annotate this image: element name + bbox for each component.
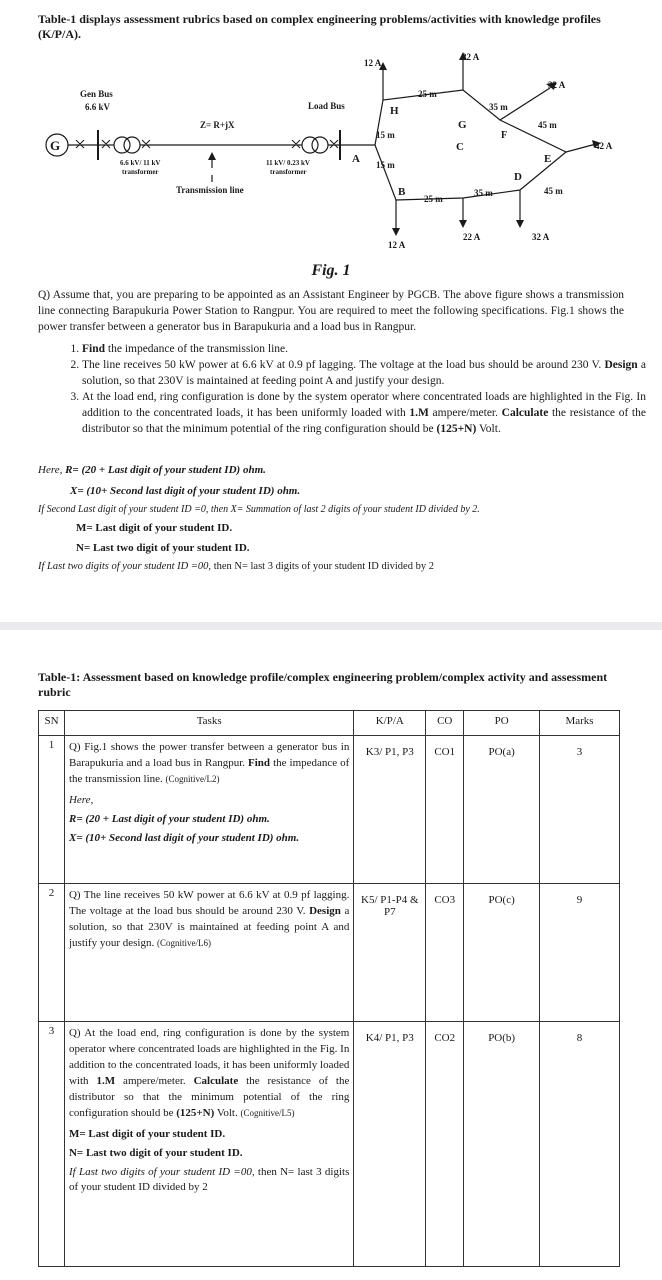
node-c-label: C <box>456 141 464 153</box>
length-ed: 45 m <box>544 186 563 196</box>
question-list <box>60 341 646 437</box>
document-title: Table-1 displays assessment rubrics based on complex engineering problems/activities with knowledge profiles (K/P/A). <box>38 12 601 41</box>
note-x: X= (10+ Second last digit of your student ID) ohm. <box>70 485 301 497</box>
question-1: 1. Find the impedance of the transmission line. <box>82 341 646 357</box>
table-header-row <box>39 711 620 736</box>
load-c-value: 22 A <box>463 232 481 242</box>
tx2-label: 11 kV/ 0.23 kV <box>266 159 310 167</box>
generator-label: G <box>50 138 61 153</box>
tx1-sub-label: transformer <box>122 168 159 176</box>
note-if-x: If Second Last digit of your student ID =0, then X= Summation of last 2 digits of your student ID divided by 2. <box>38 504 480 515</box>
note-n: N= Last two digit of your student ID. <box>76 542 250 554</box>
load-e-value: 42 A <box>595 141 613 151</box>
gen-voltage-label: 6.6 kV <box>85 102 111 112</box>
page-separator <box>0 622 662 630</box>
load-g-value: 22 A <box>462 52 480 62</box>
header-co: CO <box>426 711 464 736</box>
figure-caption: Fig. 1 <box>311 262 351 279</box>
impedance-label: Z= R+jX <box>200 120 235 130</box>
length-ab: 15 m <box>376 160 395 170</box>
load-d-value: 32 A <box>532 232 550 242</box>
table-row: 3 Q) At the load end, ring configuration is done by the system operator where concentrated loads are highlighted in the Fig. In addition to the concentrated loads, it has been uniformly loaded with 1.M ampere/meter. Calculate the resistance of the distributor so that the minimum potential of the ring configuration should be (125+N) Volt. (Cognitive/L5) M= Last digit of your student ID. N= Last two digit of your student ID. If Last two digits of your student ID =00, then N= last 3 digits of your student ID divided by 2 K4/ P1, P3 CO2 PO(b) 8 <box>39 1022 620 1267</box>
transmission-line-label: Transmission line <box>176 185 244 195</box>
load-f-value: 32 A <box>548 80 566 90</box>
length-gf: 35 m <box>489 102 508 112</box>
node-h-label: H <box>390 105 399 117</box>
task-cell: Q) At the load end, ring configuration is done by the system operator where concentrated loads are highlighted in the Fig. In addition to the concentrated loads, it has been uniformly loaded with 1.M ampere/meter. Calculate the resistance of the distributor so that the minimum potential of the ring configuration should be (125+N) Volt. (Cognitive/L5) M= Last digit of your student ID. N= Last two digit of your student ID. If Last two digits of your student ID =00, then N= last 3 digits of your student ID divided by 2 <box>64 1022 353 1267</box>
intro-paragraph: Q) Assume that, you are preparing to be appointed as an Assistant Engineer by PGCB. The above figure shows a transmission line connecting Barapukuria Power Station to Rangpur. You are required to meet the following specifications. Fig.1 shows the power transfer between a generator bus in Barapukuria and a load bus in Rangpur. <box>38 289 624 333</box>
task-cell: Q) Fig.1 shows the power transfer between a generator bus in Barapukuria and a load bus in Rangpur. Find the impedance of the transmission line. (Cognitive/L2) Here, R= (20 + Last digit of your student ID) ohm. X= (10+ Second last digit of your student ID) ohm. <box>64 736 353 884</box>
header-tasks: Tasks <box>64 711 353 736</box>
note-if-n: If Last two digits of your student ID =00, then N= last 3 digits of your student ID divided by 2 <box>38 561 434 572</box>
length-ah: 15 m <box>376 130 395 140</box>
ring-distributor <box>375 90 566 200</box>
header-sn: SN <box>39 711 65 736</box>
length-dc: 35 m <box>474 188 493 198</box>
node-e-label: E <box>544 153 552 165</box>
table-row: 2 Q) The line receives 50 kW power at 6.6 kV at 0.9 pf lagging. The voltage at the load bus should be around 230 V. Design a solution, so that 230V is maintained at feeding point A and justify your design. (Cognitive/L6) K5/ P1-P4 & P7 CO3 PO(c) 9 <box>39 884 620 1022</box>
question-2: 2. The line receives 50 kW power at 6.6 kV at 0.9 pf lagging. The voltage at the load bus should be around 230 V. Design a solution, so that 230V is maintained at feeding point A and justify your design. <box>82 357 646 389</box>
header-kpa: K/P/A <box>354 711 426 736</box>
table-title: Table-1: Assessment based on knowledge profile/complex engineering problem/complex activity and assessment rubric <box>38 670 608 699</box>
point-a-label: A <box>352 153 360 165</box>
tx2-sub-label: transformer <box>270 168 307 176</box>
load-bus-label: Load Bus <box>308 101 345 111</box>
node-b-label: B <box>398 186 406 198</box>
node-g-label: G <box>458 119 467 131</box>
figure-1-diagram <box>38 50 628 260</box>
node-f-label: F <box>501 130 508 141</box>
note-r: Here, R= (20 + Last digit of your student ID) ohm. <box>38 464 266 476</box>
header-marks: Marks <box>540 711 620 736</box>
length-fe: 45 m <box>538 120 557 130</box>
page-top <box>0 0 662 622</box>
rubric-table <box>38 710 620 1267</box>
load-b-value: 12 A <box>388 240 406 250</box>
note-m: M= Last digit of your student ID. <box>76 522 233 534</box>
page-bottom <box>0 630 662 1280</box>
length-hg: 25 m <box>418 89 437 99</box>
header-po: PO <box>464 711 540 736</box>
length-cb: 25 m <box>424 194 443 204</box>
tx1-label: 6.6 kV/ 11 kV <box>120 159 161 167</box>
load-h-value: 12 A <box>364 58 382 68</box>
gen-bus-label: Gen Bus <box>80 89 113 99</box>
question-3: 3. At the load end, ring configuration is done by the system operator where concentrated loads are highlighted in the Fig. In addition to the concentrated loads, it has been uniformly loaded with 1.M ampere/meter. Calculate the resistance of the distributor so that the minimum potential of the ring configuration should be (125+N) Volt. <box>82 389 646 437</box>
node-d-label: D <box>514 171 522 183</box>
task-cell: Q) The line receives 50 kW power at 6.6 kV at 0.9 pf lagging. The voltage at the load bus should be around 230 V. Design a solution, so that 230V is maintained at feeding point A and justify your design. (Cognitive/L6) <box>64 884 353 1022</box>
table-row: 1 Q) Fig.1 shows the power transfer between a generator bus in Barapukuria and a load bus in Rangpur. Find the impedance of the transmission line. (Cognitive/L2) Here, R= (20 + Last digit of your student ID) ohm. X= (10+ Second last digit of your student ID) ohm. K3/ P1, P3 CO1 PO(a) 3 <box>39 736 620 884</box>
